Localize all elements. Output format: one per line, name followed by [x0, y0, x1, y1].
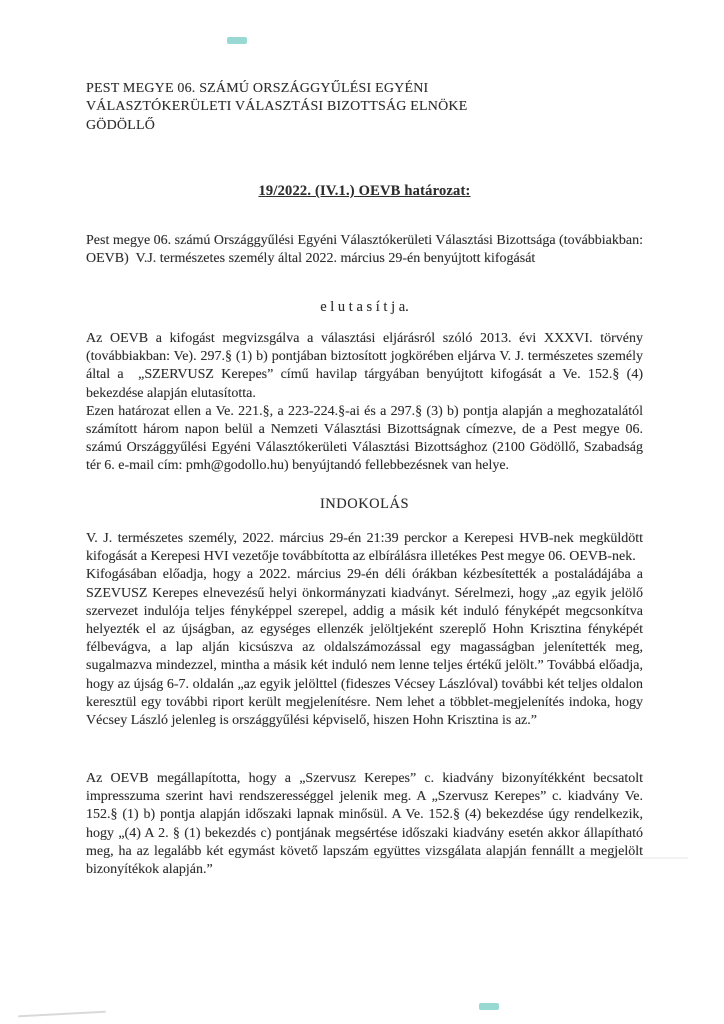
letterhead-line-2: VÁLASZTÓKERÜLETI VÁLASZTÁSI BIZOTTSÁG ELNÖKE [86, 99, 468, 115]
letterhead-line-3: GÖDÖLLŐ [86, 117, 156, 133]
reasoning-block-2 [86, 770, 643, 879]
intro-paragraph: Pest megye 06. számú Országgyűlési Egyéni Választókerületi Választási Bizottsága (továbbiakban: OEVB) V.J. természetes személy által 2022. március 29-én benyújtott kifogását [86, 233, 643, 267]
appeal-paragraph: Ezen határozat ellen a Ve. 221.§, a 223-224.§-ai és a 297.§ (3) b) pontja alapján a meghozatalától számított három napon belül a Nemzeti Választási Bizottságnak címezve, de a Pest megye 06. számú Országgyűlési Egyéni Választókerületi Választási Bizottsághoz (2100 Gödöllő, Szabadság tér 6. e-mail cím: pmh@godollo.hu) benyújtandó fellebbezésnek van helye. [86, 403, 643, 474]
letterhead [86, 80, 643, 135]
section-heading-indokolas: INDOKOLÁS [319, 496, 410, 512]
legal-basis-paragraph: Az OEVB a kifogást megvizsgálva a választási eljárásról szóló 2013. évi XXXVI. törvény (továbbiakban: Ve). 297.§ (1) b) pontjában biztosított jogkörében eljárva V. J. természetes személy által a „SZERVUSZ Kerepes” című havilap tárgyában benyújtott kifogását a Ve. 152.§ (4) bekezdése alapján elutasította. [86, 331, 643, 401]
legal-basis-block [86, 330, 643, 476]
reasoning-paragraph-2: Kifogásában előadja, hogy a 2022. március 29-én déli órákban kézbesítették a postaládájába a SZEVUSZ Kerepes elnevezésű helyi önkormányzati kiadványt. Sérelmezi, hogy „az egyik jelölő szervezet indulója teljes fényképpel szerepel, addig a másik két induló fényképét megcsonkítva helyezték el az újságban, az egységes ellenzék jelöltjeként szereplő Hohn Krisztina fényképét félbevágva, a lap alján kicsúszva az oldalszámozással egy magasságban jelenítették meg, sugalmazva mindezzel, mintha a másik két induló nem lenne teljes értékű jelölt.” Továbbá előadja, hogy az újság 6-7. oldalán „az egyik jelölttel (fideszes Vécsey Lászlóval) további két teljes oldalon keresztül egy további riport került megjelenítésre. Nem lehet a többlet-megjelenítés indoka, hogy Vécsey László jelenleg is országgyűlési képviselő, hiszen Hohn Krisztina is az.” [86, 567, 643, 729]
teal-scan-mark-bottom [479, 1003, 499, 1010]
teal-scan-mark-top [227, 37, 247, 44]
scan-artifact-line [18, 1011, 106, 1018]
letterhead-line-1: PEST MEGYE 06. SZÁMÚ ORSZÁGGYŰLÉSI EGYÉNI [86, 81, 429, 96]
ruling-word: e l u t a s í t j a. [320, 299, 409, 315]
reasoning-block-1 [86, 530, 643, 730]
reasoning-paragraph-1: V. J. természetes személy, 2022. március 29-én 21:39 perckor a Kerepesi HVB-nek megküldött kifogását a Kerepesi HVI vezetője továbbította az elbírálásra illetékes Pest megye 06. OEVB-nek. [86, 531, 643, 565]
reasoning-paragraph-3: Az OEVB megállapította, hogy a „Szervusz Kerepes” c. kiadvány bizonyítékként becsatolt impresszuma szerint havi rendszerességgel jelenik meg. A „Szervusz Kerepes” c. kiadvány Ve. 152.§ (1) b) pontja alapján időszaki lapnak minősül. A Ve. 152.§ (4) bekezdése úgy rendelkezik, hogy „(4) A 2. § (1) bekezdés c) pontjának megsértése időszaki kiadvány esetén akkor állapítható meg, ha az legalább két egymást követő lapszám együttes vizsgálata alapján fennállt a megjelölt bizonyítékok alapján.” [86, 771, 643, 878]
decision-title: 19/2022. (IV.1.) OEVB határozat: [258, 183, 471, 199]
